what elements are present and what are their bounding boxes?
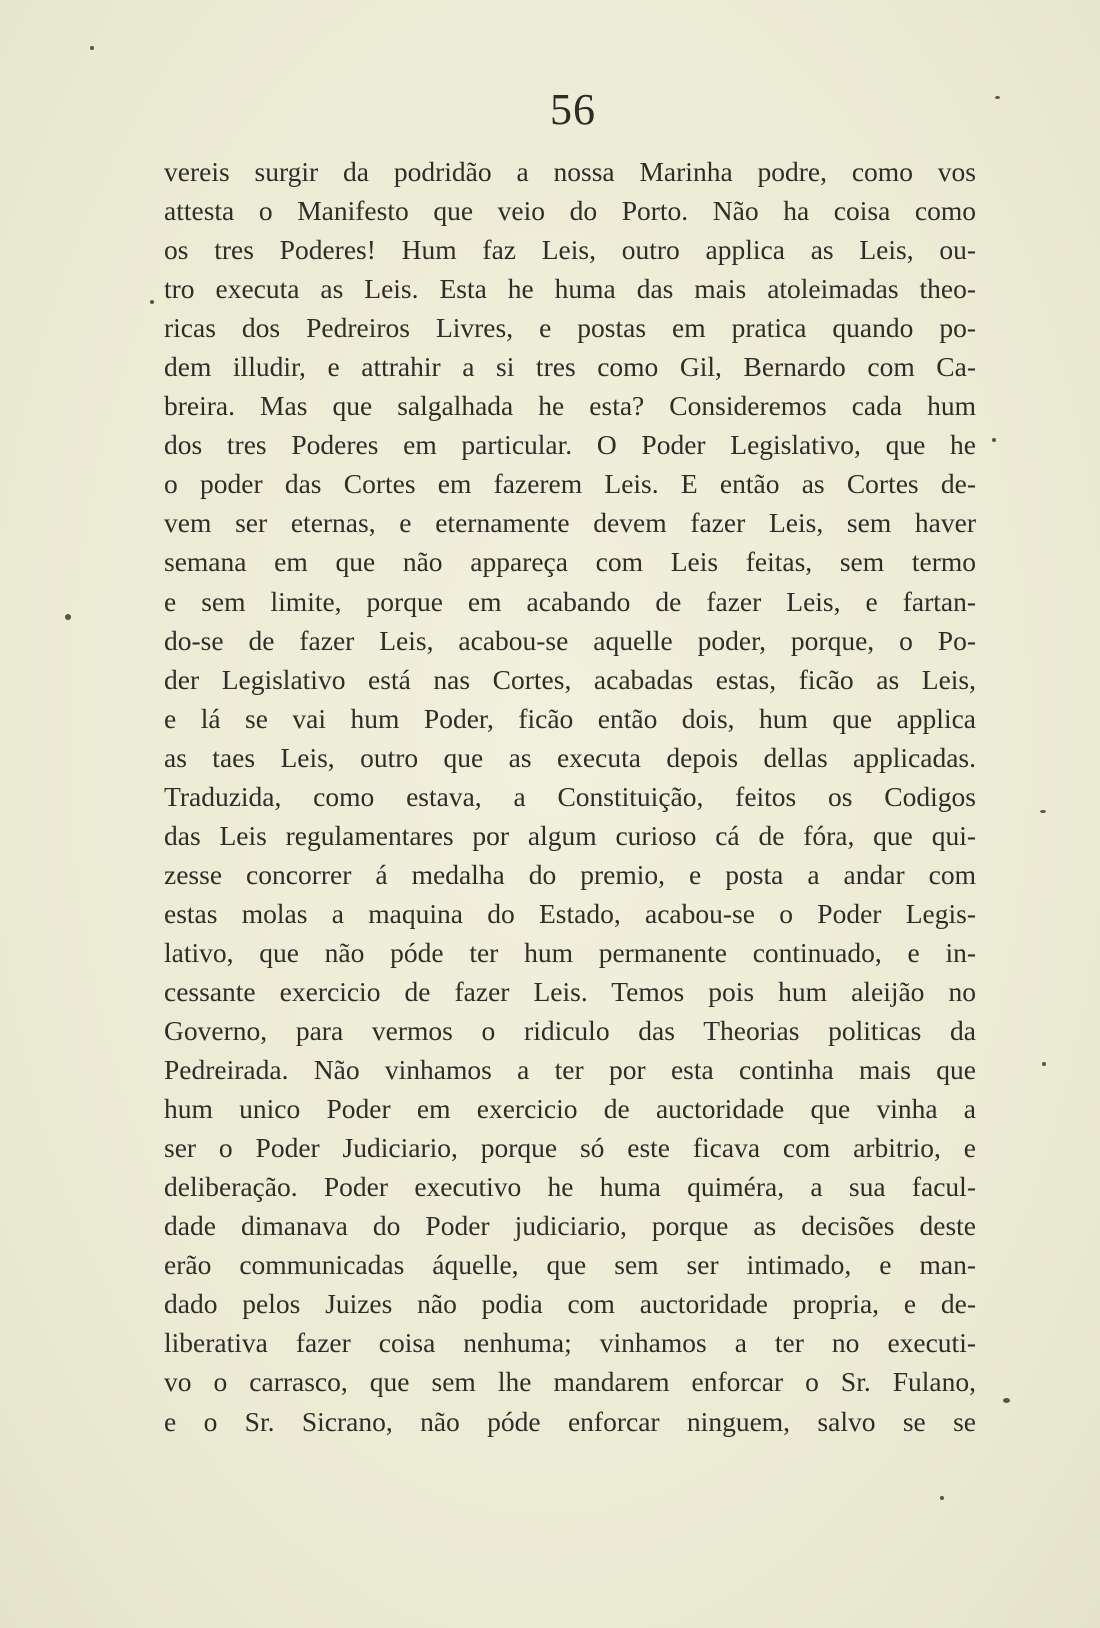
text-line: e o Sr. Sicrano, não póde enforcar ninguem, salvo se se bbox=[164, 1405, 976, 1437]
page-number: 56 bbox=[550, 85, 596, 134]
text-line: do-se de fazer Leis, acabou-se aquelle poder, porque, o Po- bbox=[164, 624, 976, 656]
text-line: e sem limite, porque em acabando de fazer Leis, e fartan- bbox=[164, 585, 976, 617]
ink-speck bbox=[940, 1496, 944, 1500]
text-line: dem illudir, e attrahir a si tres como Gil, Bernardo com Ca- bbox=[164, 351, 976, 383]
body-text bbox=[164, 152, 976, 1441]
text-line: Governo, para vermos o ridiculo das Theorias politicas da bbox=[164, 1015, 976, 1047]
text-line: breira. Mas que salgalhada he esta? Consideremos cada hum bbox=[164, 390, 976, 422]
text-line: das Leis regulamentares por algum curioso cá de fóra, que qui- bbox=[164, 819, 976, 851]
text-line: hum unico Poder em exercicio de auctoridade que vinha a bbox=[164, 1093, 976, 1125]
text-line: estas molas a maquina do Estado, acabou-se o Poder Legis- bbox=[164, 897, 976, 929]
text-line: e lá se vai hum Poder, ficão então dois, hum que applica bbox=[164, 702, 976, 734]
text-line: tro executa as Leis. Esta he huma das mais atoleimadas theo- bbox=[164, 273, 976, 305]
text-line: ricas dos Pedreiros Livres, e postas em pratica quando po- bbox=[164, 312, 976, 344]
ink-speck bbox=[995, 96, 1000, 99]
ink-speck bbox=[65, 614, 71, 620]
text-line: os tres Poderes! Hum faz Leis, outro applica as Leis, ou- bbox=[164, 234, 976, 266]
ink-speck bbox=[1003, 1398, 1010, 1403]
text-line: o poder das Cortes em fazerem Leis. E então as Cortes de- bbox=[164, 468, 976, 500]
text-line: erão communicadas áquelle, que sem ser intimado, e man- bbox=[164, 1249, 976, 1281]
text-line: dade dimanava do Poder judiciario, porque as decisões deste bbox=[164, 1210, 976, 1242]
text-line: vereis surgir da podridão a nossa Marinha podre, como vos bbox=[164, 156, 976, 187]
text-line: zesse concorrer á medalha do premio, e posta a andar com bbox=[164, 858, 976, 890]
text-line: vo o carrasco, que sem lhe mandarem enforcar o Sr. Fulano, bbox=[164, 1366, 976, 1398]
text-line: cessante exercicio de fazer Leis. Temos pois hum aleijão no bbox=[164, 975, 976, 1007]
ink-speck bbox=[90, 46, 94, 50]
text-line: liberativa fazer coisa nenhuma; vinhamos a ter no executi- bbox=[164, 1327, 976, 1359]
text-line: vem ser eternas, e eternamente devem fazer Leis, sem haver bbox=[164, 507, 976, 539]
text-line: der Legislativo está nas Cortes, acabadas estas, ficão as Leis, bbox=[164, 663, 976, 695]
text-line: deliberação. Poder executivo he huma quiméra, a sua facul- bbox=[164, 1171, 976, 1203]
text-line: attesta o Manifesto que veio do Porto. Não ha coisa como bbox=[164, 195, 976, 227]
text-line: Traduzida, como estava, a Constituição, feitos os Codigos bbox=[164, 780, 976, 812]
text-line: as taes Leis, outro que as executa depois dellas applicadas. bbox=[164, 741, 976, 773]
text-line: semana em que não appareça com Leis feitas, sem termo bbox=[164, 546, 976, 578]
text-line: ser o Poder Judiciario, porque só este ficava com arbitrio, e bbox=[164, 1132, 976, 1164]
text-line: Pedreirada. Não vinhamos a ter por esta continha mais que bbox=[164, 1054, 976, 1086]
ink-speck bbox=[150, 300, 154, 304]
text-line: dado pelos Juizes não podia com auctoridade propria, e de- bbox=[164, 1288, 976, 1320]
ink-speck bbox=[1040, 810, 1046, 813]
ink-speck bbox=[992, 438, 996, 442]
ink-speck bbox=[1042, 1062, 1046, 1066]
text-line: dos tres Poderes em particular. O Poder Legislativo, que he bbox=[164, 429, 976, 461]
text-line: lativo, que não póde ter hum permanente continuado, e in- bbox=[164, 936, 976, 968]
